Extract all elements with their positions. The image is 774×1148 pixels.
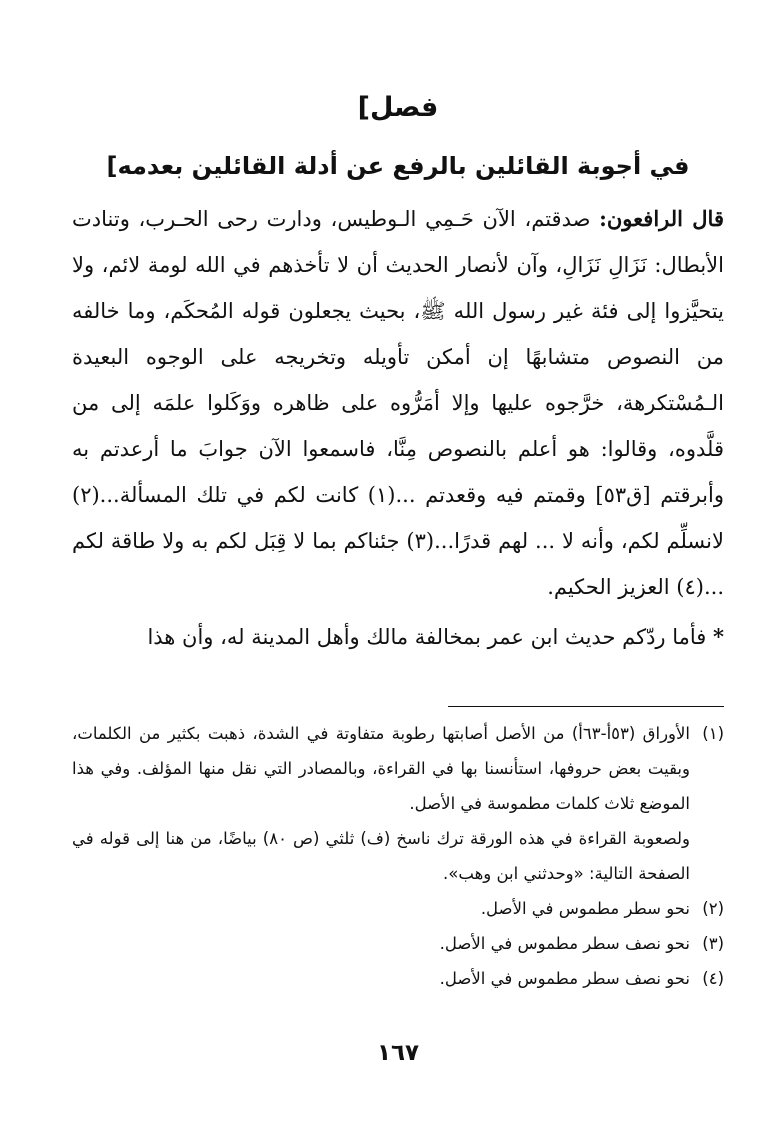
main-text [72,196,724,660]
paragraph-1-text: صدقتم، الآن حَـمِي الـوطيس، ودارت رحى الحـرب، وتنادت الأبطال: نَزَالِ نَزَالِ، وآن لأنصار الحديث أن لا تأخذهم في الله لومة لائم، ولا يتحيَّزوا إلى فئة غير رسول الله ﷺ، بحيث يجعلون قوله المُحكَم، وما خالفه من النصوص متشابهًا إن أمكن تأويله وتخريجه على الوجوه البعيدة الـمُسْتكرهة، خرَّجوه عليها وإلا أمَرُّوه على ظاهره ووَكَلوا علمَه إلى من قلَّدوه، وقالوا: هو أعلم بالنصوص مِنَّا، فاسمعوا الآن جوابَ ما أرعدتم به وأبرقتم [ق٥٣] وقمتم فيه وقعدتم ...(١) كانت لكم في تلك المسألة...(٢) لانسلِّم لكم، وأنه لا ... لهم قدرًا...(٣) جئناكم بما لا قِبَل لكم به ولا طاقة لكم ...(٤) العزيز الحكيم. [72,207,724,599]
page-number: ١٦٧ [376,1040,420,1066]
section-title: في أجوبة القائلين بالرفع عن أدلة القائلين بعدمه] [106,152,690,180]
footnote-text: نحو نصف سطر مطموس في الأصل. [439,934,690,953]
footnote-number: (٢) [702,899,724,918]
footnote-1 [72,716,724,821]
paragraph-1 [72,196,724,610]
footnote-2 [72,891,724,926]
paragraph-2 [72,614,724,660]
chapter-title: فصل] [357,92,439,123]
book-page [72,0,724,1148]
footnote-1-continuation: ولصعوبة القراءة في هذه الورقة ترك ناسخ (ف) ثلثي (ص ٨٠) بياضًا، من هنا إلى قوله في الصفحة التالية: «وحدثني ابن وهب». [72,829,690,883]
footnotes [72,716,724,996]
footnote-number: (٣) [702,934,724,953]
footnote-text: نحو نصف سطر مطموس في الأصل. [439,969,690,988]
footnote-separator [448,706,724,707]
footnote-number: (٤) [702,969,724,988]
footnote-text: الأوراق (٥٣أ-٦٣أ) من الأصل أصابتها رطوبة متفاوتة في الشدة، ذهبت بكثير من الكلمات، وبقيت بعض حروفها، استأنسنا بها في القراءة، وبالمصادر التي نقل منها المؤلف. وفي هذا الموضع ثلاث كلمات مطموسة في الأصل. [72,724,690,813]
footnote-number: (١) [702,724,724,743]
speaker-label: قال الرافعون: [599,206,724,231]
footnote-3 [72,926,724,961]
paragraph-2-text: فأما ردّكم حديث ابن عمر بمخالفة مالك وأهل المدينة له، وأن هذا [147,625,714,649]
star-marker: * [713,624,724,649]
footnote-4 [72,961,724,996]
footnote-text: نحو سطر مطموس في الأصل. [480,899,690,918]
